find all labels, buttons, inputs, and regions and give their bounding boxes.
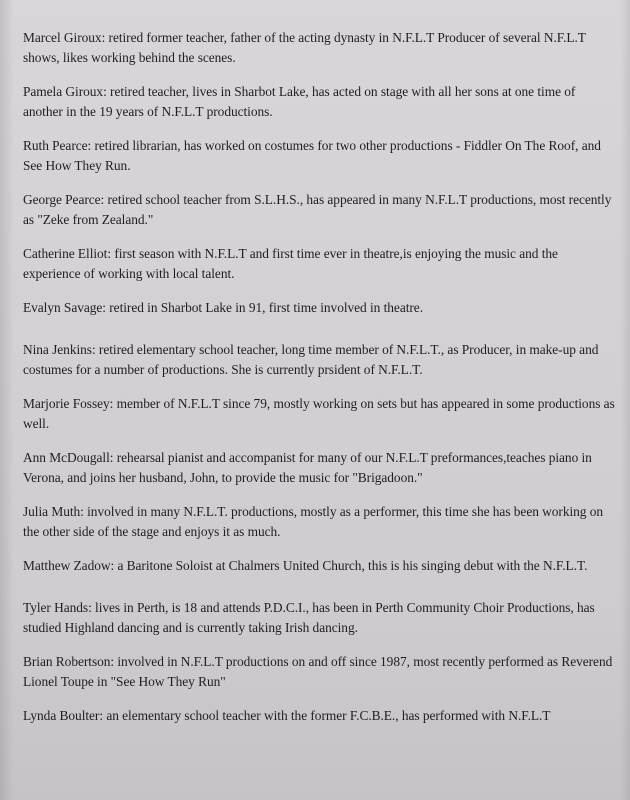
bio-description: lives in Perth, is 18 and attends P.D.C.I., has been in Perth Community Choir Productions, has studied Highland dancing and is currently taking Irish dancing. [23,600,595,635]
bio-name: Pamela Giroux [23,84,104,99]
bio-description: rehearsal pianist and accompanist for many of our N.F.L.T preformances,teaches piano in Verona, and joins her husband, John, to provide the music for "Brigadoon." [23,450,592,485]
bio-separator: : [107,246,115,261]
bio-name: Marjorie Fossey [23,396,110,411]
bio-entry [23,244,618,284]
bio-separator: : [102,300,110,315]
bio-name: Lynda Boulter [23,708,100,723]
bio-separator: : [87,138,95,153]
bio-separator: : [99,708,107,723]
bio-entry [23,28,618,68]
bio-entry [23,82,618,122]
bio-description: first season with N.F.L.T and first time ever in theatre,is enjoying the music and the experience of working with local talent. [23,246,558,281]
bio-description: retired in Sharbot Lake in 91, first time involved in theatre. [109,300,423,315]
bio-name: Nina Jenkins [23,342,92,357]
bio-separator: : [91,342,99,357]
bio-separator: : [109,450,117,465]
bio-name: Marcel Giroux [23,30,102,45]
bio-description: retired librarian, has worked on costumes for two other productions - Fiddler On The Roof, and See How They Run. [23,138,601,173]
bio-list [23,28,618,748]
bio-entry [23,556,618,576]
bio-name: Matthew Zadow [23,558,111,573]
bio-separator: : [80,504,88,519]
bio-description: retired school teacher from S.L.H.S., has appeared in many N.F.L.T productions, most recently as "Zeke from Zealand." [23,192,612,227]
bio-separator: : [88,600,96,615]
bio-description: a Baritone Soloist at Chalmers United Church, this is his singing debut with the N.F.L.T. [117,558,588,573]
bio-entry [23,298,618,318]
bio-description: retired former teacher, father of the acting dynasty in N.F.L.T Producer of several N.F.L.T shows, likes working behind the scenes. [23,30,586,65]
bio-separator: : [109,396,117,411]
bio-description: an elementary school teacher with the former F.C.B.E., has performed with N.F.L.T [106,708,551,723]
bio-separator: : [110,654,118,669]
bio-entry [23,190,618,230]
page-shadow-right [620,0,630,800]
bio-separator: : [100,192,108,207]
bio-description: retired teacher, lives in Sharbot Lake, has acted on stage with all her sons at one time of another in the 19 years of N.F.L.T productions. [23,84,576,119]
page-shadow-left [0,0,14,800]
bio-description: member of N.F.L.T since 79, mostly working on sets but has appeared in some productions as well. [23,396,615,431]
bio-entry [23,598,618,638]
bio-name: George Pearce [23,192,101,207]
bio-entry [23,652,618,692]
bio-name: Tyler Hands [23,600,89,615]
bio-name: Catherine Elliot [23,246,108,261]
bio-description: involved in N.F.L.T productions on and off since 1987, most recently performed as Reverend Lionel Toupe in "See How They Run" [23,654,613,689]
bio-name: Ann McDougall [23,450,110,465]
bio-entry [23,448,618,488]
bio-entry [23,394,618,434]
bio-entry [23,502,618,542]
bio-name: Ruth Pearce [23,138,88,153]
bio-separator: : [101,30,109,45]
bio-name: Evalyn Savage [23,300,103,315]
bio-description: retired elementary school teacher, long time member of N.F.L.T., as Producer, in make-up and costumes for a number of productions. She is currently prsident of N.F.L.T. [23,342,599,377]
bio-name: Julia Muth [23,504,81,519]
bio-entry [23,706,618,726]
bio-separator: : [103,84,111,99]
bio-name: Brian Robertson [23,654,111,669]
bio-entry [23,340,618,380]
bio-description: involved in many N.F.L.T. productions, mostly as a performer, this time she has been working on the other side of the stage and enjoys it as much. [23,504,604,539]
bio-separator: : [110,558,118,573]
bio-entry [23,136,618,176]
